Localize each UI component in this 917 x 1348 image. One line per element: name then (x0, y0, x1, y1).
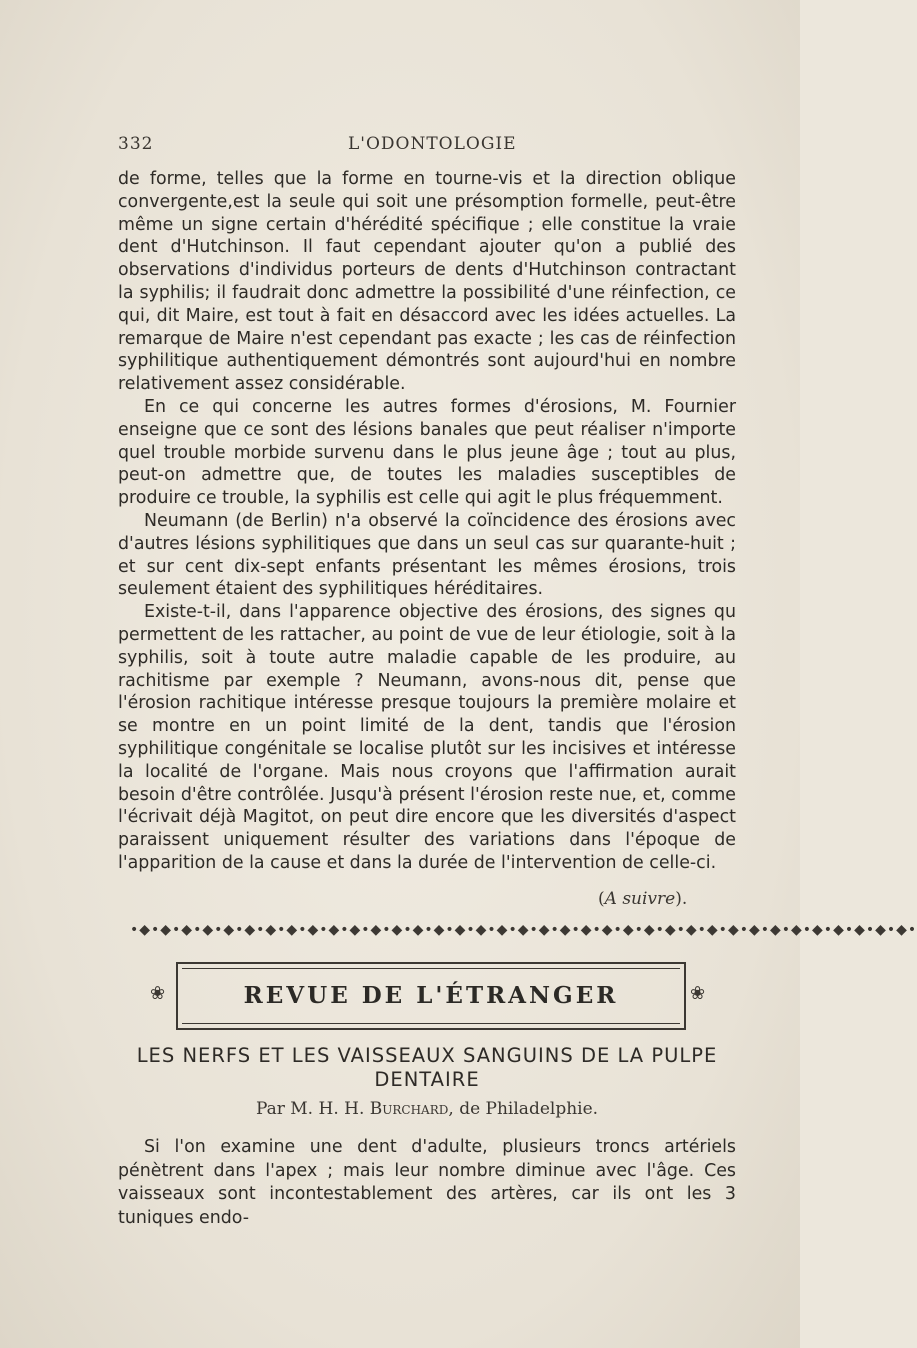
continued-article-text (118, 168, 736, 875)
section-title: REVUE DE L'ÉTRANGER (243, 982, 619, 1009)
to-be-continued-text: A suivre (604, 889, 676, 909)
paragraph: de forme, telles que la forme en tourne-vis et la direction oblique convergente,est la seule qui soit une présomption formelle, peut-être même un signe certain d'hérédité spécifique ; elle constitue la vraie dent d'Hutchinson. Il faut cependant ajouter qu'on a publié des observations d'individus porteurs de dents d'Hutchinson contractant la syphilis; il faudrait donc admettre la possibilité d'une réinfection, ce qui, dit Maire, est tout à fait en désaccord avec les idées actuelles. La remarque de Maire n'est cependant pas exacte ; les cas de réinfection syphilitique authentiquement démontrés sont aujourd'hui en nombre relativement assez considérable. (118, 169, 736, 395)
to-be-continued-note: (A suivre). (598, 889, 688, 909)
article-text (118, 1136, 736, 1230)
section-title-box (176, 962, 686, 1030)
ornamental-divider: •◆•◆•◆•◆•◆•◆•◆•◆•◆•◆•◆•◆•◆•◆•◆•◆•◆•◆•◆•◆•◆•◆•◆•◆•◆•◆•◆•◆•◆•◆•◆•◆•◆•◆•◆•◆•◆• (130, 922, 917, 938)
paragraph: Neumann (de Berlin) n'a observé la coïncidence des érosions avec d'autres lésions syphilitiques que dans un seul cas sur quarante-huit ; et sur cent dix-sept enfants présentant les mêmes érosions, trois seulement étaient des syphilitiques héréditaires. (118, 510, 736, 600)
page-number: 332 (118, 134, 154, 154)
fleuron-right-icon: ❀ (690, 983, 706, 1004)
fleuron-left-icon: ❀ (150, 983, 166, 1004)
paragraph: Si l'on examine une dent d'adulte, plusieurs troncs artériels pénètrent dans l'apex ; mais leur nombre diminue avec l'âge. Ces vaisseaux sont incontestablement des artères, car ils ont les 3 tuniques endo- (118, 1137, 736, 1228)
author-name: Burchard (369, 1099, 449, 1119)
article-title: LES NERFS ET LES VAISSEAUX SANGUINS DE LA PULPE DENTAIRE (136, 1044, 718, 1091)
page-header (118, 134, 734, 160)
running-title: L'ODONTOLOGIE (348, 134, 517, 154)
article-byline: Par M. H. H. Burchard, de Philadelphie. (255, 1099, 599, 1119)
paragraph: En ce qui concerne les autres formes d'érosions, M. Fournier enseigne que ce sont des lésions banales que peut réaliser n'importe quel trouble morbide survenu dans le plus jeune âge ; tout au plus, peut-on admettre que, de toutes les maladies susceptibles de produire ce trouble, la syphilis est celle qui agit le plus fréquemment. (118, 396, 736, 509)
paragraph: Existe-t-il, dans l'apparence objective des érosions, des signes qu permettent de les rattacher, au point de vue de leur étiologie, soit à la syphilis, soit à toute autre maladie capable de les produire, au rachitisme par exemple ? Neumann, avons-nous dit, pense que l'érosion rachitique intéresse presque toujours la première molaire et se montre en un point limité de la dent, tandis que l'érosion syphilitique congénitale se localise plutôt sur les incisives et intéresse la localité de l'organe. Mais nous croyons que l'affirmation aurait besoin d'être contrôlée. Jusqu'à présent l'érosion reste nue, et, comme l'écrivait déjà Magitot, on peut dire encore que les diversités d'aspect paraissent uniquement résulter des variations dans l'époque de l'apparition de la cause et dans la durée de l'intervention de celle-ci. (118, 602, 736, 873)
